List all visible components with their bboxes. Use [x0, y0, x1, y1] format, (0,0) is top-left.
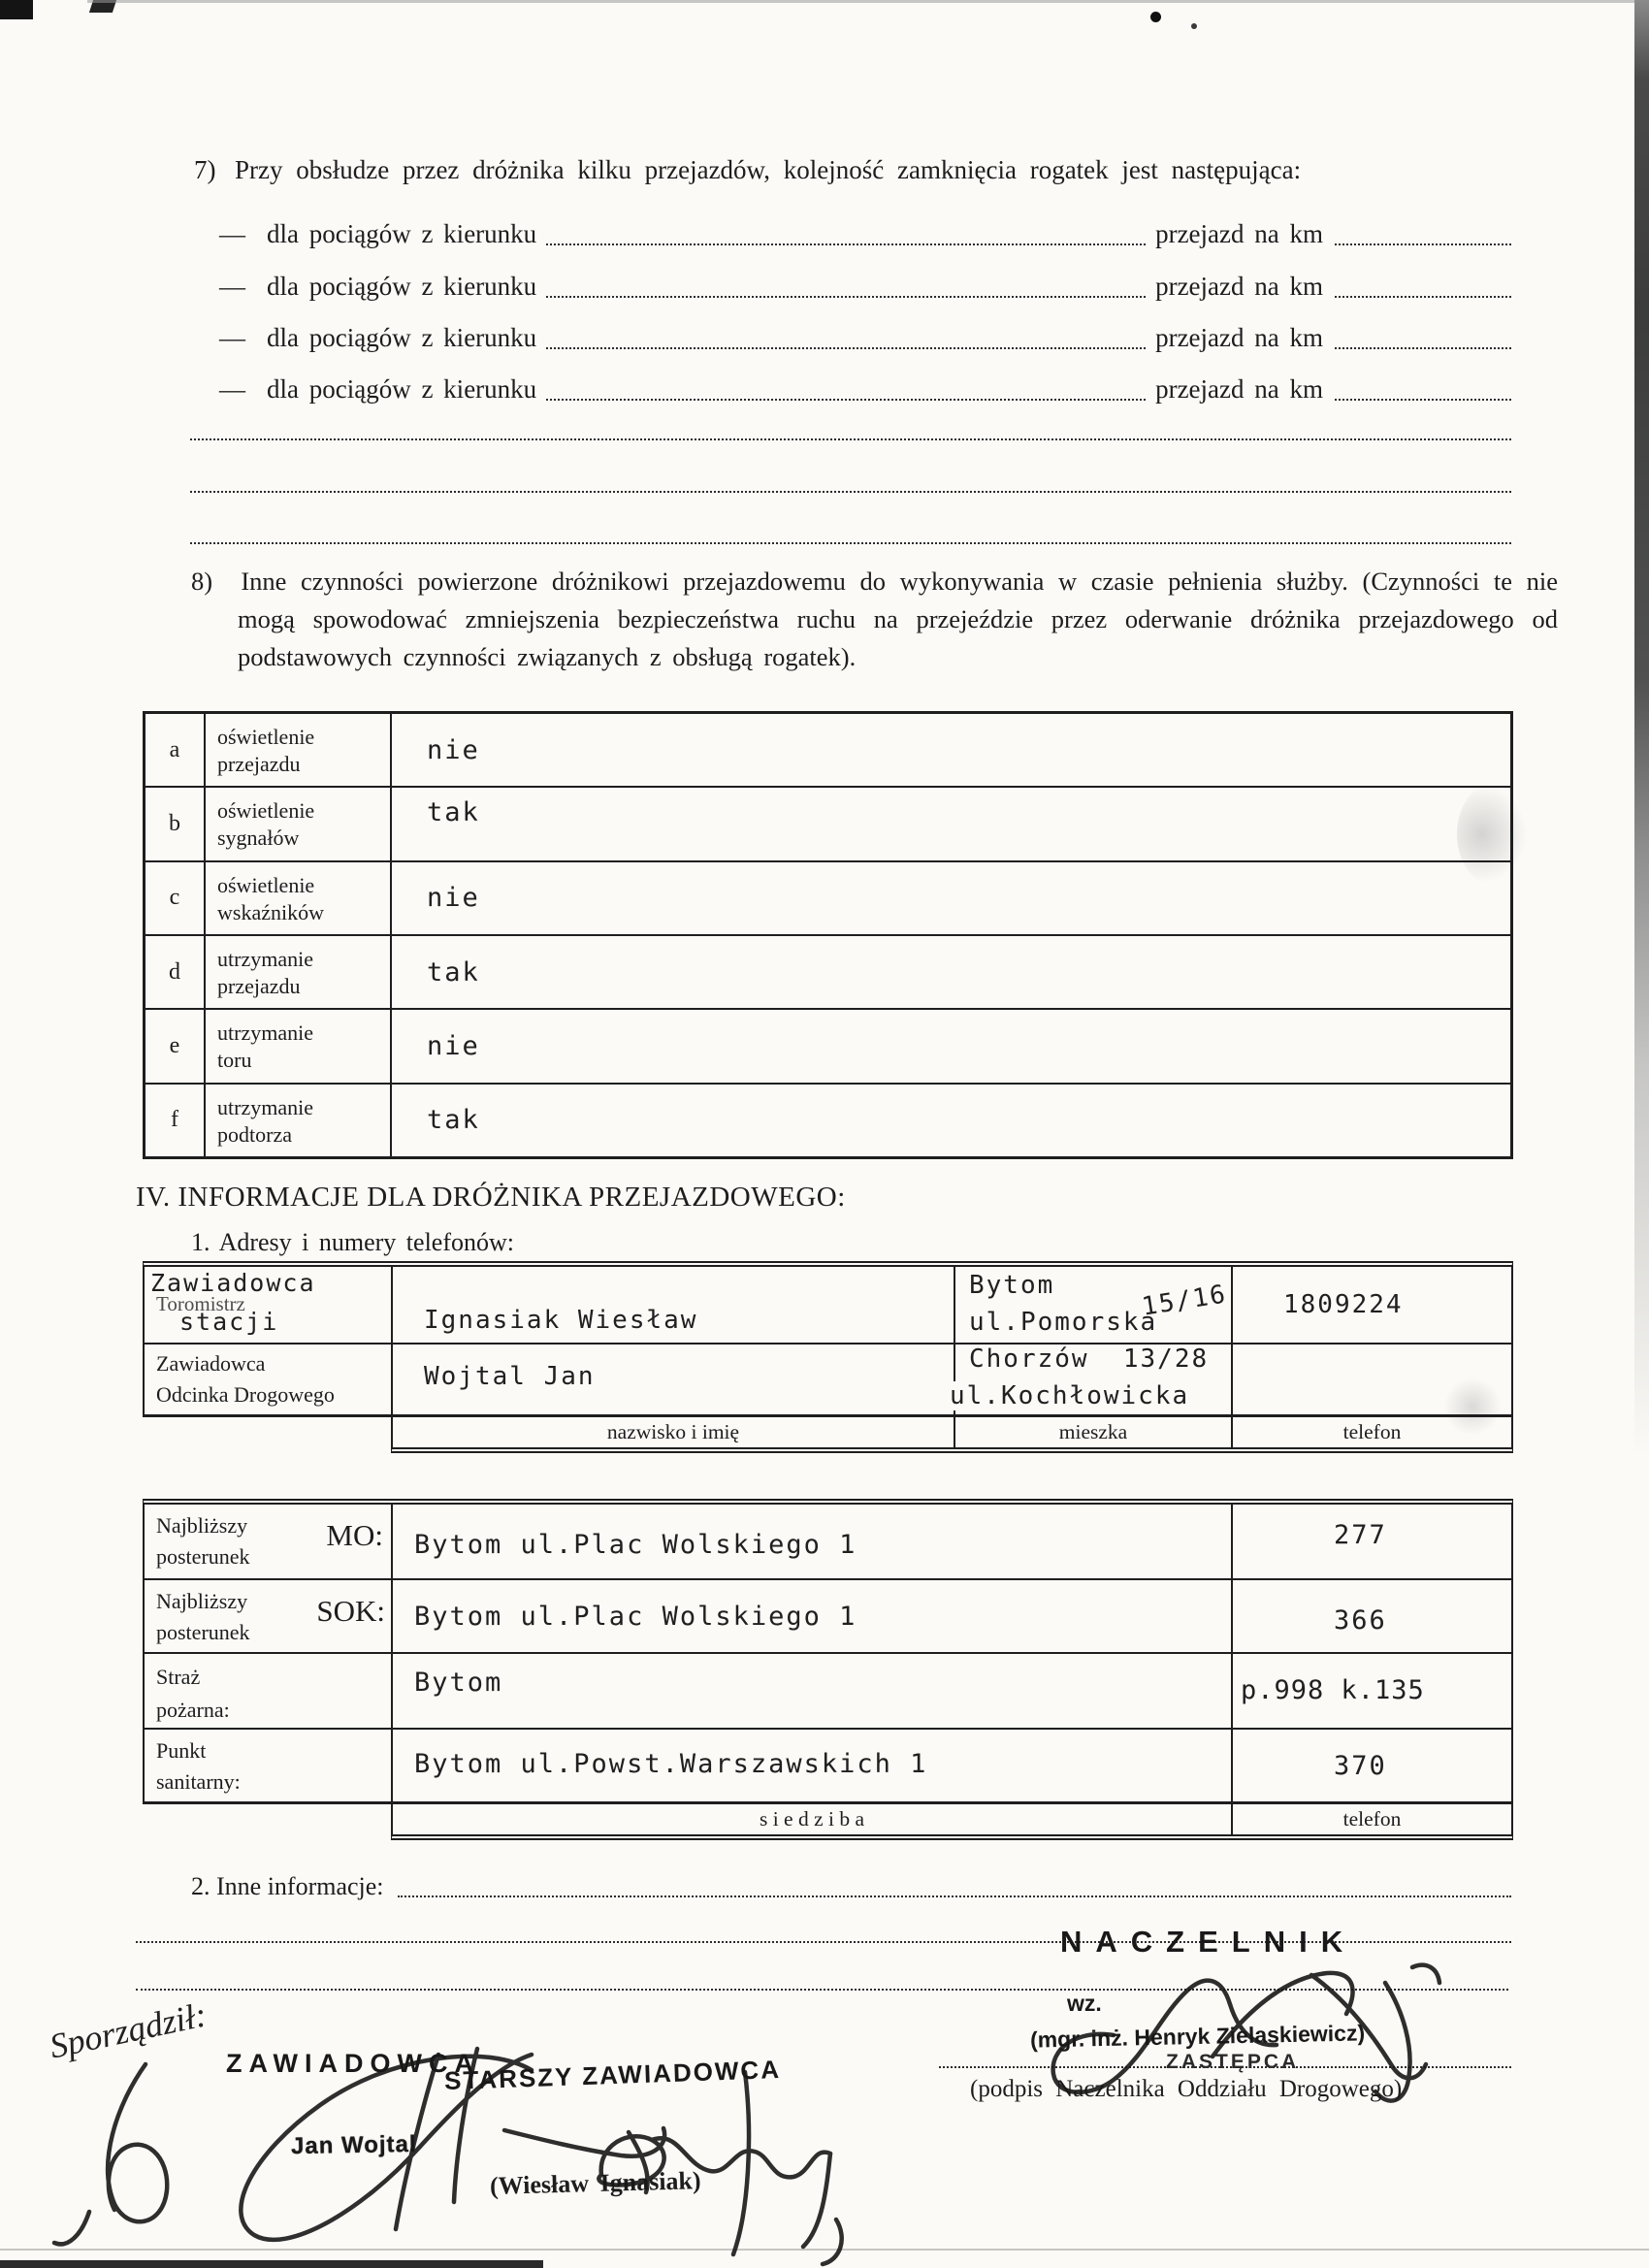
blank-dotted-line	[1335, 399, 1511, 401]
service-seat: Bytom ul.Plac Wolskiego 1	[414, 1602, 857, 1632]
service-row-medical	[145, 1728, 1511, 1801]
blank-dotted-rule	[190, 491, 1511, 493]
dash: —	[219, 374, 245, 404]
duty-row-c	[146, 862, 1510, 936]
km-row-suffix: przejazd na km	[1155, 374, 1323, 404]
blank-dotted-rule	[190, 542, 1511, 544]
duty-label-line2: toru	[217, 1048, 252, 1073]
service-row-sok	[145, 1578, 1511, 1652]
duty-label	[206, 936, 392, 1008]
duty-label-line2: wskaźników	[217, 899, 324, 924]
label-struck-toromistrz: Toromistrz	[156, 1292, 245, 1315]
services-table	[143, 1499, 1513, 1840]
duty-row-f	[146, 1085, 1510, 1156]
naczelnik-stamp: NACZELNIK	[1060, 1925, 1357, 1959]
duty-label	[206, 714, 392, 786]
scan-right-edge-bar	[1634, 0, 1649, 1455]
km-row-suffix: przejazd na km	[1155, 272, 1323, 301]
deputy-role-stamp: ZASTĘPCA	[1166, 2051, 1300, 2073]
duty-label-line1: utrzymanie	[217, 1021, 313, 1046]
scan-bottom-line	[0, 2249, 1649, 2251]
scan-dot-1	[1150, 12, 1161, 22]
duty-label	[206, 862, 392, 934]
service-seat: Bytom ul.Plac Wolskiego 1	[414, 1530, 857, 1560]
label-line1: Najbliższy	[156, 1513, 248, 1538]
footer-col-addr: mieszka	[1058, 1420, 1128, 1443]
km-row-suffix: przejazd na km	[1155, 219, 1323, 248]
form-section-7	[194, 153, 1513, 186]
duty-label	[206, 1085, 392, 1156]
blank-dotted-rule	[190, 438, 1511, 440]
km-row-suffix: przejazd na km	[1155, 323, 1323, 352]
label-line2: pożarna:	[156, 1698, 230, 1722]
km-blank-row-4	[219, 374, 1511, 405]
label-line2: posterunek	[156, 1544, 250, 1569]
duty-label-line1: oświetlenie	[217, 725, 315, 750]
label-line2: Odcinka Drogowego	[156, 1382, 335, 1407]
service-seat: Bytom	[414, 1668, 503, 1698]
wz-abbreviation: wz.	[1067, 1991, 1102, 2016]
blank-dotted-line	[1335, 347, 1511, 349]
dash: —	[219, 272, 245, 301]
dash: —	[219, 323, 245, 352]
duty-row-e	[146, 1010, 1510, 1084]
duty-letter: f	[146, 1085, 206, 1156]
label-tag: SOK:	[316, 1594, 385, 1628]
scan-corner-mark	[0, 0, 33, 19]
contacts-table	[143, 1261, 1513, 1453]
blank-dotted-rule	[136, 1989, 1508, 1991]
footer-col-name: nazwisko i imię	[606, 1420, 740, 1443]
duty-letter: e	[146, 1010, 206, 1082]
label-line1: Straż	[156, 1665, 201, 1689]
duty-value: tak	[427, 956, 480, 988]
podpis-caption: (podpis Naczelnika Oddziału Drogowego)	[970, 2076, 1403, 2102]
km-row-label: dla pociągów z kierunku	[267, 323, 537, 352]
scan-dot-2	[1191, 23, 1197, 29]
other-info-row	[191, 1872, 1511, 1901]
blank-dotted-line	[1335, 243, 1511, 245]
duty-value: nie	[427, 734, 480, 765]
deputy-name-stamp: (mgr. inż. Henryk Zielaskiewicz)	[1029, 2020, 1366, 2053]
sporzadzil-handwriting: Sporządził:	[46, 1994, 210, 2066]
service-row-mo	[145, 1505, 1511, 1578]
contacts-row-road-section	[145, 1343, 1511, 1414]
km-row-label: dla pociągów z kierunku	[267, 374, 537, 404]
blank-dotted-line	[546, 296, 1146, 298]
km-blank-row-3	[219, 323, 1511, 353]
signature-dotted-line	[939, 2066, 1511, 2068]
contact-address-line2: ul.Kochłowicka	[950, 1381, 1190, 1410]
service-row-fire	[145, 1652, 1511, 1728]
services-table-footer	[391, 1804, 1513, 1840]
contact-phone: 1809224	[1283, 1290, 1404, 1319]
wieslaw-ignasiak-caption: (Wiesław Ignasiak)	[489, 2166, 701, 2200]
duty-row-a	[146, 714, 1510, 788]
section-iv-sub1: 1. Adresy i numery telefonów:	[191, 1228, 514, 1256]
duty-letter: a	[146, 714, 206, 786]
label-line2: sanitarny:	[156, 1769, 241, 1794]
zawiadowca-stamp: ZAWIADOWCA	[226, 2049, 480, 2078]
service-phone: 277	[1334, 1520, 1387, 1550]
km-blank-row-1	[219, 219, 1511, 249]
duty-label	[206, 1010, 392, 1082]
label-line2: posterunek	[156, 1620, 250, 1644]
section-8-number: 8)	[191, 567, 213, 596]
contact-address-line2: ul.Pomorska	[969, 1308, 1158, 1337]
duty-label-line1: utrzymanie	[217, 947, 313, 972]
contact-name: Ignasiak Wiesław	[424, 1306, 698, 1335]
km-blank-row-2	[219, 272, 1511, 302]
blank-dotted-line	[546, 399, 1146, 401]
footer-col-phone: telefon	[1342, 1420, 1402, 1443]
section-7-text: Przy obsłudze przez dróżnika kilku przejazdów, kolejność zamknięcia rogatek jest następująca:	[235, 155, 1302, 184]
blank-dotted-line	[398, 1895, 1511, 1897]
label-typed-zawiadowca: Zawiadowca	[150, 1269, 316, 1297]
duty-letter: c	[146, 862, 206, 934]
duty-label-line2: sygnałów	[217, 826, 300, 851]
footer-col-phone: telefon	[1342, 1807, 1402, 1831]
duty-row-b	[146, 788, 1510, 861]
label-typed-stacji: stacji	[179, 1308, 279, 1336]
blank-dotted-line	[546, 347, 1146, 349]
duty-label-line1: utrzymanie	[217, 1094, 313, 1119]
scan-top-edge	[87, 0, 1649, 3]
service-phone: 366	[1334, 1605, 1387, 1636]
scan-bottom-bar	[0, 2260, 543, 2268]
service-seat: Bytom ul.Powst.Warszawskich 1	[414, 1749, 928, 1779]
duties-table	[143, 711, 1513, 1159]
duty-letter: d	[146, 936, 206, 1008]
blank-dotted-line	[546, 243, 1146, 245]
duty-letter: b	[146, 788, 206, 859]
label-line1: Najbliższy	[156, 1589, 248, 1613]
duty-label-line2: podtorza	[217, 1121, 292, 1147]
duty-label	[206, 788, 392, 859]
duty-label-line1: oświetlenie	[217, 872, 315, 897]
contact-name: Wojtal Jan	[424, 1362, 596, 1391]
duty-value: nie	[427, 1030, 480, 1061]
section-iv-heading: IV. INFORMACJE DLA DRÓŻNIKA PRZEJAZDOWEGO:	[136, 1182, 846, 1213]
starszy-zawiadowca-stamp: STARSZY ZAWIADOWCA	[443, 2054, 782, 2096]
service-phone: p.998 k.135	[1241, 1675, 1425, 1705]
duty-value: tak	[427, 1105, 480, 1136]
jan-wojtal-stamp: Jan Wojtal	[290, 2130, 417, 2160]
contact-address-number: 15/16	[1140, 1280, 1230, 1322]
label-tag: MO:	[326, 1518, 383, 1552]
duty-row-d	[146, 936, 1510, 1010]
duty-label-line1: oświetlenie	[217, 798, 315, 824]
km-row-label: dla pociągów z kierunku	[267, 272, 537, 301]
label-line1: Zawiadowca	[156, 1351, 266, 1376]
blank-dotted-line	[1335, 296, 1511, 298]
section-8-text: Inne czynności powierzone dróżnikowi przejazdowemu do wykonywania w czasie pełnienia służby. (Czynności te nie mogą spowodować zmniejszenia bezpieczeństwa ruchu na przejeździe przez oderwanie dróżnika przejazdowego od podstawowych czynności związanych z obsługą rogatek).	[238, 567, 1558, 671]
label-line1: Punkt	[156, 1738, 207, 1763]
duty-value: nie	[427, 883, 480, 914]
duty-label-line2: przejazdu	[217, 752, 301, 777]
form-section-8	[191, 563, 1558, 676]
duty-value: tak	[427, 797, 480, 828]
other-info-label: 2. Inne informacje:	[191, 1872, 384, 1900]
duty-label-line2: przejazdu	[217, 974, 301, 999]
section-7-number: 7)	[194, 155, 216, 184]
footer-col-seat: s i e d z i b a	[759, 1807, 865, 1831]
km-row-label: dla pociągów z kierunku	[267, 219, 537, 248]
contact-address-line1: Bytom	[969, 1271, 1055, 1300]
contacts-table-footer	[391, 1417, 1513, 1453]
service-phone: 370	[1334, 1751, 1387, 1781]
dash: —	[219, 219, 245, 248]
contact-address-line1: Chorzów 13/28	[969, 1345, 1210, 1374]
contacts-row-station-master	[145, 1267, 1511, 1343]
